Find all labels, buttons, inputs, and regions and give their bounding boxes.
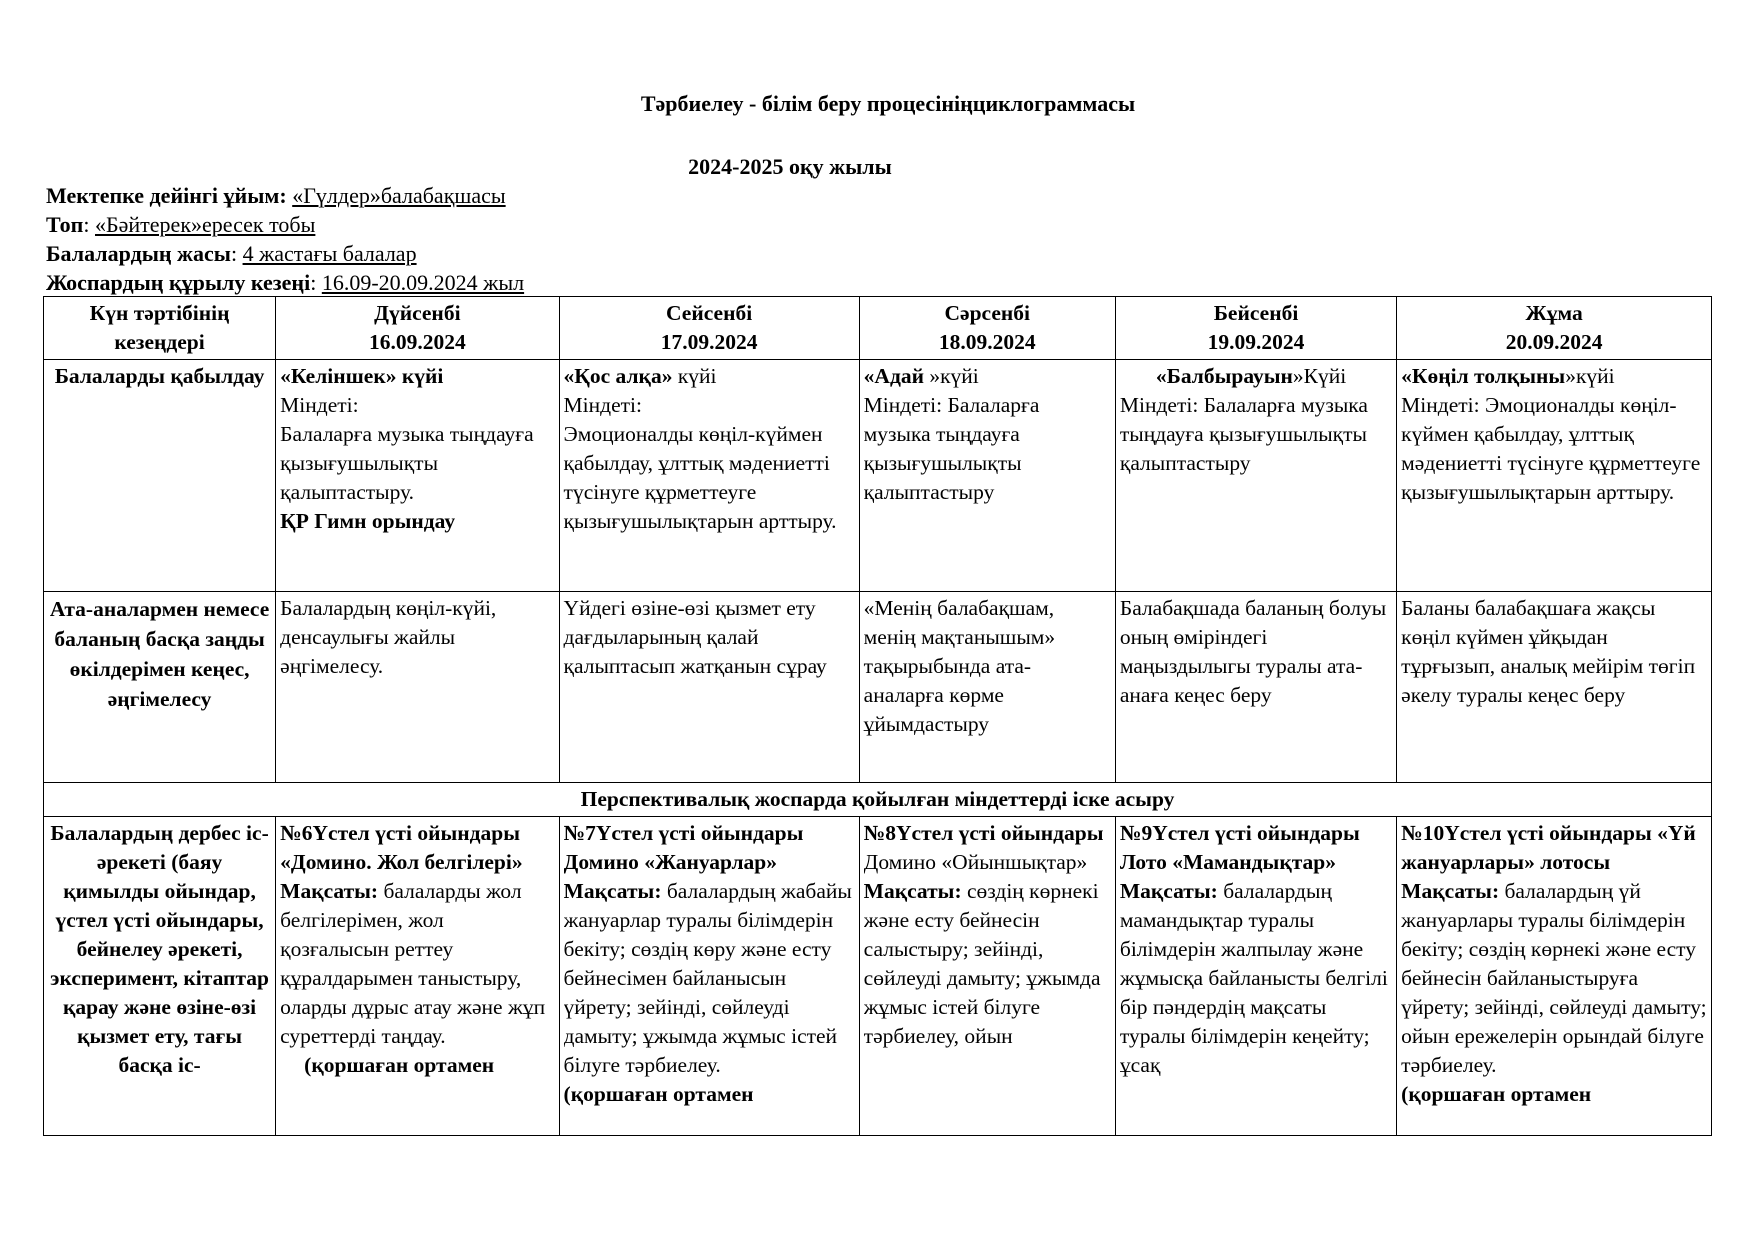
header-day-friday: Жұма 20.09.2024: [1397, 297, 1712, 360]
meta-organization: Мектепке дейінгі ұйым: «Гүлдер»балабақшасы: [46, 183, 506, 208]
table-cell: «Менің балабақшам, менің мақтанышым» тақырыбында ата-аналарға көрме ұйымдастыру: [859, 592, 1115, 783]
row-label: Ата-аналармен немесе баланың басқа заңды өкілдерімен кеңес, әңгімелесу: [44, 592, 276, 783]
table-row-reception: [44, 360, 1712, 592]
table-row-activity: [44, 817, 1712, 1136]
table-cell: №9Үстел үсті ойындары Лото «Мамандықтар» Мақсаты: балалардың мамандықтар туралы білімдерін жалпылау және жұмысқа байланысты белгілі бір пәндердің мақсаты туралы білімдерін кеңейту; ұсақ: [1115, 817, 1396, 1136]
table-cell: Балабақшада баланың болуы оның өміріндегі маңыздылыгы туралы ата-анаға кеңес беру: [1115, 592, 1396, 783]
header-day-wednesday: Сәрсенбі 18.09.2024: [859, 297, 1115, 360]
table-cell: «Көңіл толқыны»күйі Міндеті: Эмоционалды көңіл-күймен қабылдау, ұлттық мәдениетті түсінуге құрметтеуге қызығушылықтарын арттыру.: [1397, 360, 1712, 592]
meta-age: Балалардың жасы: 4 жастағы балалар: [46, 241, 417, 266]
table-row-banner: [44, 783, 1712, 817]
table-cell: «Адай »күйі Міндеті: Балаларға музыка тыңдауға қызығушылықты қалыптастыру: [859, 360, 1115, 592]
row-label: Балалардың дербес іс-әрекеті (баяу қимылды ойындар, үстел үсті ойындары, бейнелеу әрекеті, эксперимент, кітаптар қарау және өзіне-өзі қызмет ету, тағы басқа іс-: [44, 817, 276, 1136]
table-cell: «Келіншек» күйі Міндеті: Балаларға музыка тыңдауға қызығушылықты қалыптастыру. ҚР Гимн орындау: [276, 360, 559, 592]
header-day-thursday: Бейсенбі 19.09.2024: [1115, 297, 1396, 360]
table-cell: Үйдегі өзіне-өзі қызмет ету дағдыларының қалай қалыптасып жатқанын сұрау: [559, 592, 859, 783]
cyclogram-table: [43, 296, 1712, 1136]
header-periods: Күн тәртібінің кезеңдері: [44, 297, 276, 360]
table-cell: №7Үстел үсті ойындары Домино «Жануарлар» Мақсаты: балалардың жабайы жануарлар туралы білімдерін бекіту; сөздің көру және есту бейнесімен байланысын үйрету; зейінді, сөйлеуді дамыту; ұжымда жұмыс істей білуге тәрбиелеу. (қоршаған ортамен: [559, 817, 859, 1136]
row-label: Балаларды қабылдау: [44, 360, 276, 592]
table-cell: №6Үстел үсті ойындары «Домино. Жол белгілері» Мақсаты: балаларды жол белгілерімен, жол қозғалысын реттеу құралдарымен таныстыру, оларды дұрыс атау және жұп суреттерді таңдау. (қоршаған ортамен: [276, 817, 559, 1136]
banner-cell: Перспективалық жоспарда қойылған міндеттерді іске асыру: [44, 783, 1712, 817]
table-header-row: [44, 297, 1712, 360]
table-row-parents: [44, 592, 1712, 783]
meta-group: Топ: «Бәйтерек»ересек тобы: [46, 212, 316, 237]
header-day-monday: Дүйсенбі 16.09.2024: [276, 297, 559, 360]
table-cell: Баланы балабақшаға жақсы көңіл күймен ұйқыдан тұрғызып, аналық мейірім төгіп әкелу туралы кеңес беру: [1397, 592, 1712, 783]
table-cell: №10Үстел үсті ойындары «Үй жануарлары» лотосы Мақсаты: балалардың үй жануарлары туралы білімдерін бекіту; сөздің көрнекі және есту бейнесін байланыстыруға үйрету; зейінді, сөйлеуді дамыту; ойын ережелерін орындай білуге тәрбиелеу. (қоршаған ортамен: [1397, 817, 1712, 1136]
table-cell: «Балбырауын»Күйі Міндеті: Балаларға музыка тыңдауға қызығушылықты қалыптастыру: [1115, 360, 1396, 592]
academic-year: 2024-2025 оқу жылы: [688, 154, 892, 179]
table-cell: №8Үстел үсті ойындары Домино «Ойыншықтар» Мақсаты: сөздің көрнекі және есту бейнесін салыстыру; зейінді, сөйлеуді дамыту; ұжымда жұмыс істей білуге тәрбиелеу, ойын: [859, 817, 1115, 1136]
table-cell: Балалардың көңіл-күйі, денсаулығы жайлы әңгімелесу.: [276, 592, 559, 783]
document-title: Тәрбиелеу - білім беру процесініңциклограммасы: [640, 91, 1136, 116]
table-cell: «Қос алқа» күйі Міндеті: Эмоционалды көңіл-күймен қабылдау, ұлттық мәдениетті түсінуге құрметтеуге қызығушылықтарын арттыру.: [559, 360, 859, 592]
header-day-tuesday: Сейсенбі 17.09.2024: [559, 297, 859, 360]
meta-period: Жоспардың құрылу кезеңі: 16.09-20.09.2024 жыл: [46, 270, 525, 295]
